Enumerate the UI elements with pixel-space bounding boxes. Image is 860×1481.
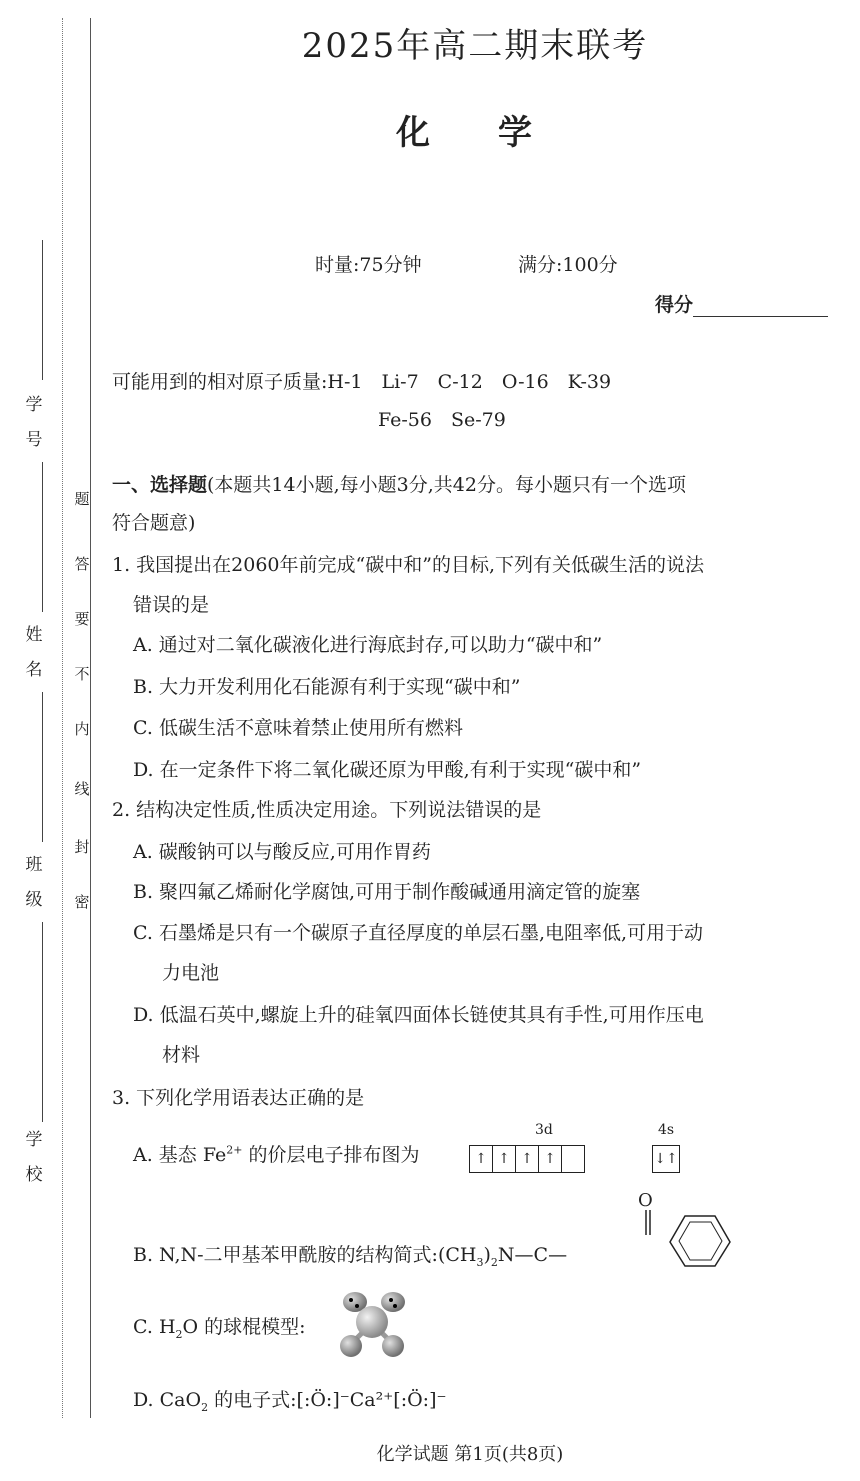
orbital-box: ↑ — [515, 1145, 539, 1173]
orbital-box: ↑ — [538, 1145, 562, 1173]
school-blank[interactable] — [42, 922, 43, 1122]
q3-b-sub: 3 — [476, 1255, 484, 1269]
label-class-1: 班 — [25, 855, 43, 875]
q1-stem: 1. 我国提出在2060年前完成“碳中和”的目标,下列有关低碳生活的说法 — [112, 554, 704, 576]
q3-d-sub: 2 — [201, 1400, 209, 1414]
notice-char: 题 — [74, 490, 90, 508]
label-school-1: 学 — [25, 1130, 43, 1150]
notice-char: 要 — [74, 610, 90, 628]
score-field[interactable] — [655, 290, 828, 317]
label-class-2: 级 — [25, 890, 43, 910]
q3-d-text: D. CaO — [133, 1389, 202, 1411]
student-id-blank[interactable] — [42, 240, 43, 380]
carbonyl-oxygen: O — [638, 1190, 653, 1211]
section1-desc: (本题共14小题,每小题3分,共42分。每小题只有一个选项 — [207, 474, 686, 496]
orbital-3d-boxes — [470, 1145, 585, 1173]
notice-char: 不 — [74, 665, 90, 683]
q1-option-c[interactable]: C. 低碳生活不意味着禁止使用所有燃料 — [133, 717, 463, 739]
atomic-mass-line1: 可能用到的相对原子质量:H-1 Li-7 C-12 O-16 K-39 — [112, 371, 612, 393]
page-footer: 化学试题 第1页(共8页) — [376, 1444, 564, 1465]
label-xuehao-1: 学 — [25, 395, 43, 415]
full-score: 满分:100分 — [518, 254, 618, 276]
q2-stem: 2. 结构决定性质,性质决定用途。下列说法错误的是 — [112, 799, 542, 821]
atomic-mass-line2: Fe-56 Se-79 — [378, 409, 506, 431]
orbital-label-3d: 3d — [535, 1122, 553, 1138]
orbital-box — [561, 1145, 585, 1173]
subject-title: 化 学 — [396, 113, 532, 153]
binding-dotted-line — [62, 18, 63, 1418]
orbital-box: ↓↑ — [652, 1145, 680, 1173]
q3-b-sub2: 2 — [490, 1255, 498, 1269]
q2-option-d[interactable]: D. 低温石英中,螺旋上升的硅氧四面体长链使其具有手性,可用作压电 — [133, 1004, 704, 1026]
q3-a-sup: 2+ — [226, 1143, 243, 1157]
q3-b-formula-c: N—C— — [497, 1244, 568, 1266]
q1-option-d[interactable]: D. 在一定条件下将二氧化碳还原为甲酸,有利于实现“碳中和” — [133, 759, 642, 781]
notice-char: 线 — [74, 780, 90, 798]
q3-option-c[interactable] — [133, 1312, 306, 1341]
q3-option-d[interactable] — [133, 1385, 447, 1414]
label-xuehao-2: 号 — [25, 430, 43, 450]
label-name-2: 名 — [25, 660, 43, 680]
q3-c-text: C. H — [133, 1316, 176, 1338]
benzamide-structure — [643, 1210, 738, 1270]
q1-option-b[interactable]: B. 大力开发利用化石能源有利于实现“碳中和” — [133, 676, 521, 698]
q3-c-sub: 2 — [175, 1327, 183, 1341]
label-school-2: 校 — [25, 1165, 43, 1185]
section1-header — [112, 470, 686, 497]
q3-b-formula: (CH — [437, 1244, 477, 1266]
notice-char: 答 — [74, 555, 90, 573]
q3-b-formula-b: ) — [483, 1244, 491, 1266]
binding-solid-line — [90, 18, 91, 1418]
q3-d-text-b: 的电子式: — [208, 1389, 297, 1411]
label-name-1: 姓 — [25, 625, 43, 645]
q3-a-text-b: 的价层电子排布图为 — [242, 1144, 420, 1166]
q2-option-d-cont: 材料 — [162, 1044, 201, 1066]
q3-d-formula: [:Ö:]⁻Ca²⁺[:Ö:]⁻ — [296, 1389, 447, 1411]
q1-stem-cont: 错误的是 — [133, 594, 210, 616]
exam-title: 2025年高二期末联考 — [301, 26, 649, 66]
score-label: 得分 — [655, 294, 694, 316]
orbital-box: ↑ — [492, 1145, 516, 1173]
q3-c-text-b: O 的球棍模型: — [182, 1316, 306, 1338]
q3-option-b[interactable] — [133, 1240, 567, 1269]
orbital-label-4s: 4s — [658, 1122, 675, 1138]
section1-desc-cont: 符合题意) — [112, 512, 196, 534]
section1-title: 一、选择题 — [112, 474, 208, 496]
q2-option-b[interactable]: B. 聚四氟乙烯耐化学腐蚀,可用于制作酸碱通用滴定管的旋塞 — [133, 881, 641, 903]
q3-stem: 3. 下列化学用语表达正确的是 — [112, 1087, 365, 1109]
score-blank[interactable] — [693, 296, 828, 317]
name-blank[interactable] — [42, 462, 43, 612]
notice-char: 封 — [74, 838, 90, 856]
notice-char: 内 — [74, 720, 90, 738]
q2-option-c-cont: 力电池 — [162, 962, 220, 984]
time-limit: 时量:75分钟 — [315, 254, 422, 276]
q3-b-text: B. N,N-二甲基苯甲酰胺的结构简式: — [133, 1244, 438, 1266]
orbital-box: ↑ — [469, 1145, 493, 1173]
class-blank[interactable] — [42, 692, 43, 842]
q2-option-c[interactable]: C. 石墨烯是只有一个碳原子直径厚度的单层石墨,电阻率低,可用于动 — [133, 922, 704, 944]
q3-option-a[interactable] — [133, 1140, 420, 1167]
q1-option-a[interactable]: A. 通过对二氧化碳液化进行海底封存,可以助力“碳中和” — [133, 634, 603, 656]
water-ball-stick-model — [335, 1288, 415, 1360]
q3-a-text: A. 基态 Fe — [133, 1144, 227, 1166]
orbital-4s-box — [653, 1145, 680, 1173]
q2-option-a[interactable]: A. 碳酸钠可以与酸反应,可用作胃药 — [133, 841, 431, 863]
notice-char: 密 — [74, 893, 90, 911]
